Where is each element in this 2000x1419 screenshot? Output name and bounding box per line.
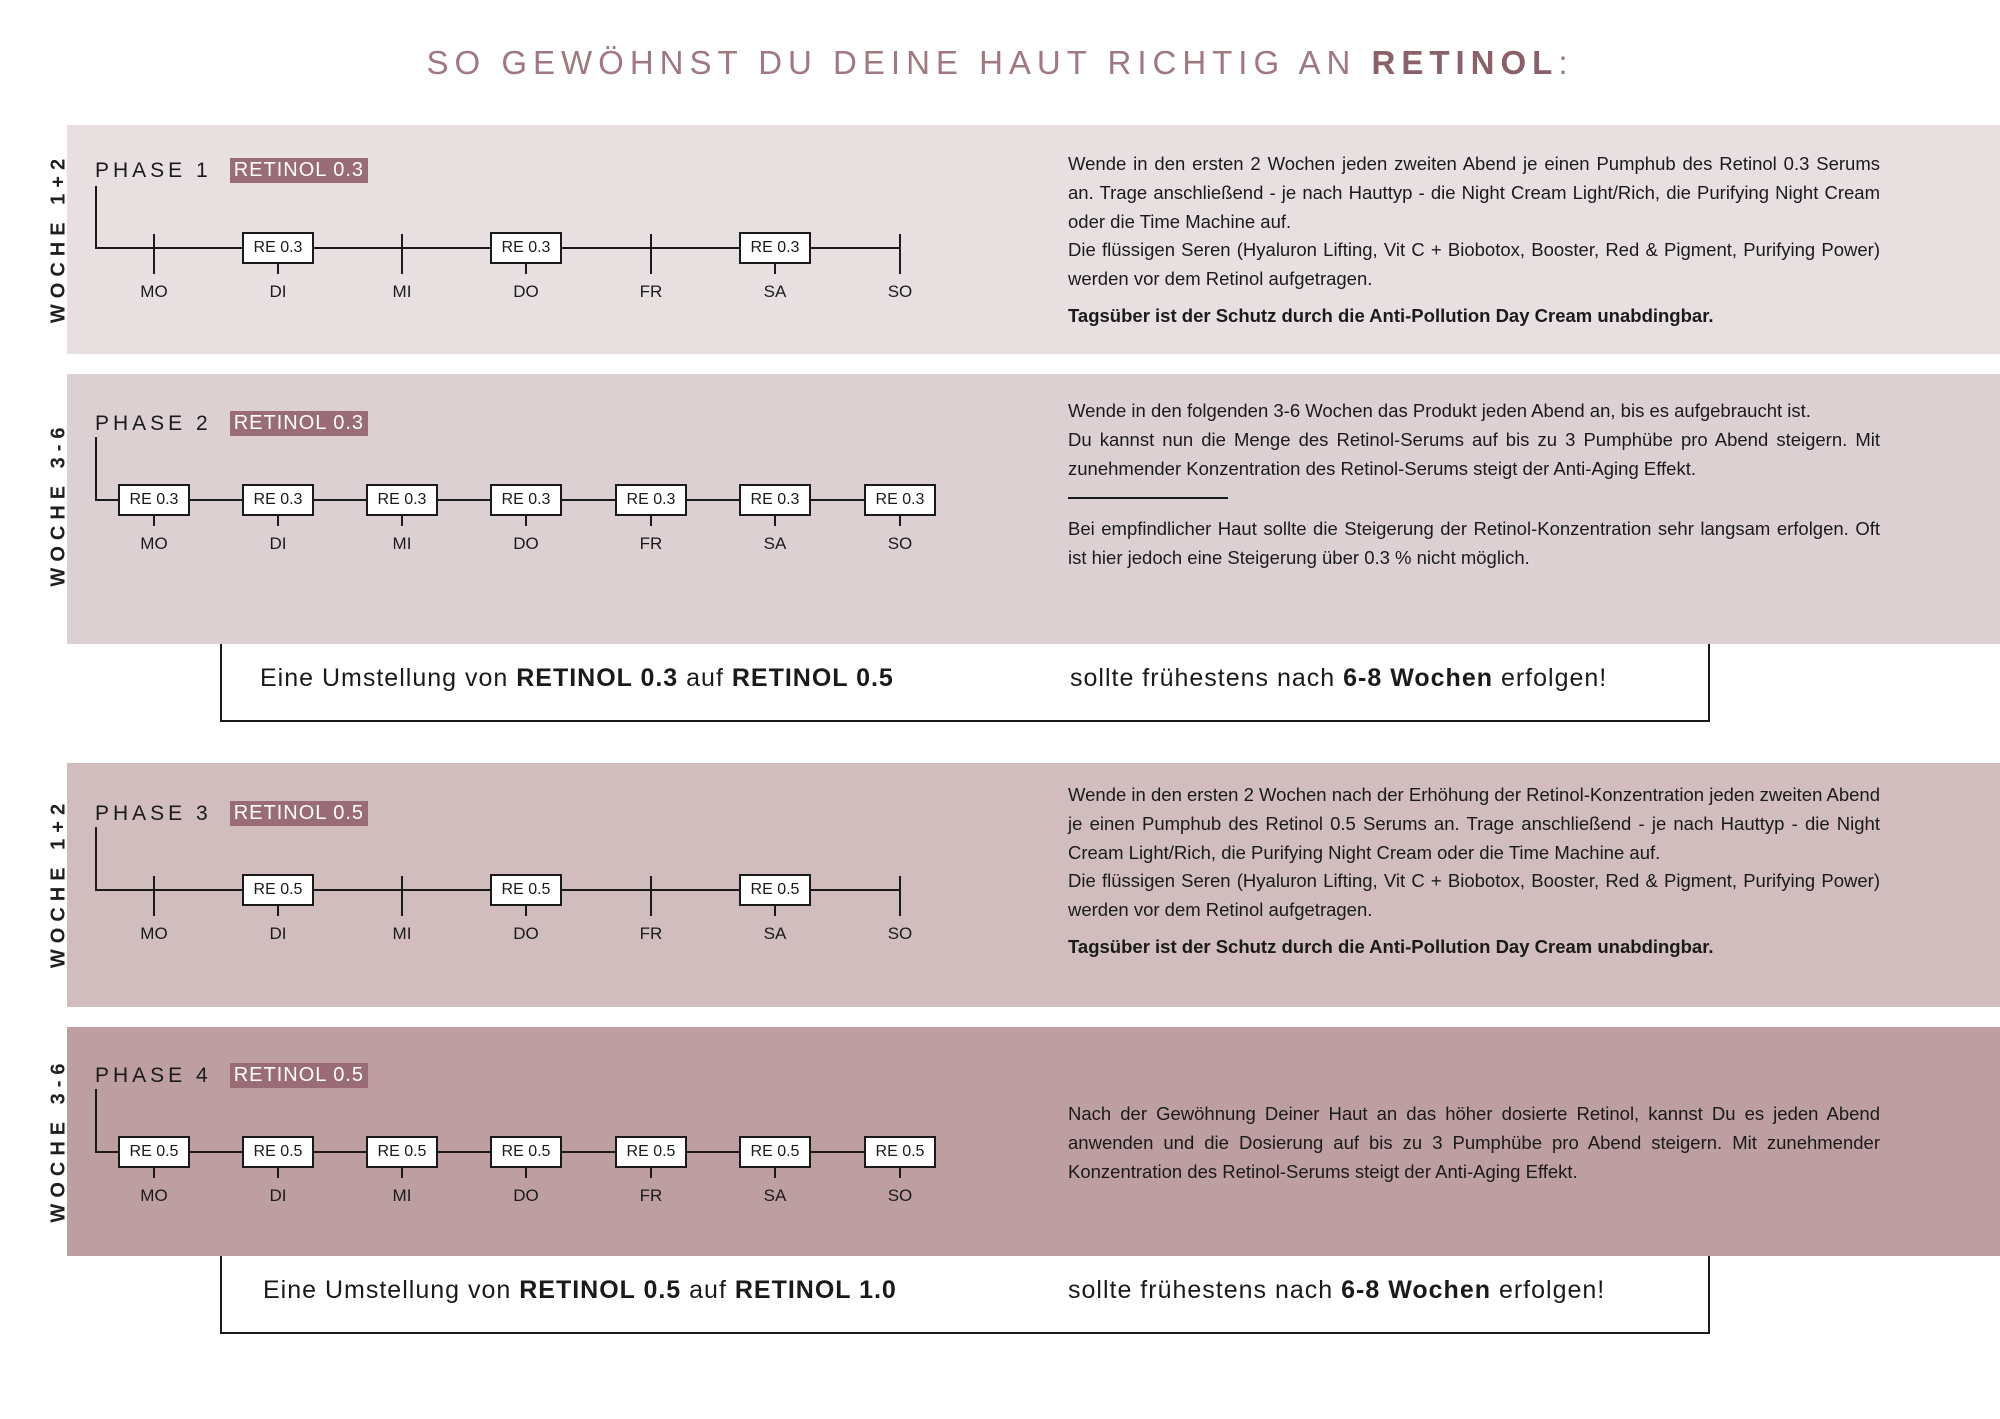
timeline-tick [525, 516, 527, 526]
timeline-axis [95, 186, 97, 249]
timeline-tick [153, 876, 155, 916]
phase-heading: PHASE 3 RETINOL 0.5 [95, 801, 368, 826]
timeline-tick [899, 234, 901, 274]
retinol-dose-box: RE 0.3 [118, 484, 190, 516]
retinol-dose-box: RE 0.3 [615, 484, 687, 516]
retinol-dose-box: RE 0.5 [118, 1136, 190, 1168]
retinol-dose-box: RE 0.5 [615, 1136, 687, 1168]
timeline-tick [774, 906, 776, 916]
phase-1-description: Wende in den ersten 2 Wochen jeden zweiten Abend je einen Pumphub des Retinol 0.3 Serums an. Trage anschließend - je nach Hauttyp - die Night Cream Light/Rich, die Purifying Night Cream oder die Time Machine auf. Die flüssigen Seren (Hyaluron Lifting, Vit C + Biobotox, Booster, Red & Pigment, Purifying Power) werden vor dem Retinol aufgetragen. Tagsüber ist der Schutz durch die Anti-Pollution Day Cream unabdingbar. [1068, 153, 1880, 326]
retinol-dose-box: RE 0.3 [366, 484, 438, 516]
timeline-tick [525, 264, 527, 274]
retinol-dose-box: RE 0.3 [739, 484, 811, 516]
timeline-tick [774, 516, 776, 526]
day-label: SO [887, 1186, 913, 1205]
day-label: DI [269, 924, 287, 943]
timeline-axis [95, 827, 97, 891]
transition-notice: Eine Umstellung von RETINOL 0.3 auf RETINOL 0.5 sollte frühestens nach 6-8 Wochen erfolgen! [220, 644, 1710, 722]
timeline-tick [401, 516, 403, 526]
day-label: SA [763, 924, 787, 943]
retinol-dose-box: RE 0.3 [864, 484, 936, 516]
day-label: DO [513, 1186, 539, 1205]
timeline-tick [650, 1168, 652, 1178]
phase-heading: PHASE 4 RETINOL 0.5 [95, 1063, 368, 1088]
day-label: DI [269, 282, 287, 301]
day-label: MO [140, 1186, 168, 1205]
timeline-tick [899, 516, 901, 526]
timeline-tick [774, 1168, 776, 1178]
timeline-tick [401, 1168, 403, 1178]
day-label: MI [392, 282, 412, 301]
retinol-dose-box: RE 0.5 [490, 1136, 562, 1168]
retinol-dose-box: RE 0.3 [242, 232, 314, 264]
timeline-tick [650, 234, 652, 274]
day-label: SA [763, 534, 787, 553]
day-label: MO [140, 282, 168, 301]
day-label: SA [763, 282, 787, 301]
retinol-dose-box: RE 0.5 [739, 874, 811, 906]
day-label: MI [392, 534, 412, 553]
day-label: FR [639, 534, 663, 553]
retinol-dose-box: RE 0.5 [864, 1136, 936, 1168]
timeline-axis [95, 437, 97, 501]
timeline-tick [899, 1168, 901, 1178]
retinol-tag: RETINOL 0.5 [230, 1063, 368, 1088]
page-title: SO GEWÖHNST DU DEINE HAUT RICHTIG AN RETINOL: [426, 44, 1574, 81]
retinol-dose-box: RE 0.5 [242, 1136, 314, 1168]
phase-4-description: Nach der Gewöhnung Deiner Haut an das höher dosierte Retinol, kannst Du es jeden Abend anwenden und die Dosierung auf bis zu 3 Pumphübe pro Abend steigern. Mit zunehmender Konzentration des Retinol-Serums steigt der Anti-Aging Effekt. [1068, 1103, 1880, 1182]
day-label: MI [392, 1186, 412, 1205]
divider [1068, 497, 1228, 499]
day-label: MO [140, 534, 168, 553]
retinol-dose-box: RE 0.5 [739, 1136, 811, 1168]
timeline-tick [525, 906, 527, 916]
timeline-tick [650, 876, 652, 916]
day-label: SA [763, 1186, 787, 1205]
timeline-tick [650, 516, 652, 526]
day-label: DO [513, 282, 539, 301]
timeline-tick [277, 906, 279, 916]
timeline-tick [525, 1168, 527, 1178]
timeline-tick [774, 264, 776, 274]
phase-2-description: Wende in den folgenden 3-6 Wochen das Produkt jeden Abend an, bis es aufgebraucht ist. Du kannst nun die Menge des Retinol-Serums auf bis zu 3 Pumphübe pro Abend steigern. Mit zunehmender Konzentration des Retinol-Serums steigt der Anti-Aging Effekt. Bei empfindlicher Haut sollte die Steigerung der Retinol-Konzentration sehr langsam erfolgen. Oft ist hier jedoch eine Steigerung über 0.3 % nicht möglich. [1068, 400, 1880, 569]
phase-heading: PHASE 1 RETINOL 0.3 [95, 158, 368, 183]
timeline-tick [401, 876, 403, 916]
transition-notice: Eine Umstellung von RETINOL 0.5 auf RETINOL 1.0 sollte frühestens nach 6-8 Wochen erfolgen! [220, 1256, 1710, 1334]
retinol-tag: RETINOL 0.5 [230, 801, 368, 826]
day-label: DO [513, 534, 539, 553]
day-label: MO [140, 924, 168, 943]
retinol-dose-box: RE 0.3 [490, 484, 562, 516]
day-label: FR [639, 1186, 663, 1205]
day-label: SO [887, 924, 913, 943]
phase-heading: PHASE 2 RETINOL 0.3 [95, 411, 368, 436]
retinol-dose-box: RE 0.5 [366, 1136, 438, 1168]
day-label: MI [392, 924, 412, 943]
day-label: DI [269, 1186, 287, 1205]
timeline-tick [277, 516, 279, 526]
timeline-tick [277, 264, 279, 274]
timeline-tick [277, 1168, 279, 1178]
day-label: DO [513, 924, 539, 943]
timeline-tick [153, 1168, 155, 1178]
day-label: SO [887, 282, 913, 301]
day-label: FR [639, 282, 663, 301]
retinol-tag: RETINOL 0.3 [230, 158, 368, 183]
timeline-tick [899, 876, 901, 916]
day-label: DI [269, 534, 287, 553]
timeline-tick [153, 234, 155, 274]
phase-3-description: Wende in den ersten 2 Wochen nach der Erhöhung der Retinol-Konzentration jeden zweiten Abend je einen Pumphub des Retinol 0.5 Serums an. Trage anschließend - je nach Hauttyp - die Night Cream Light/Rich, die Purifying Night Cream oder die Time Machine auf. Die flüssigen Seren (Hyaluron Lifting, Vit C + Biobotox, Booster, Red & Pigment, Purifying Power) werden vor dem Retinol aufgetragen. Tagsüber ist der Schutz durch die Anti-Pollution Day Cream unabdingbar. [1068, 784, 1880, 957]
day-label: SO [887, 534, 913, 553]
day-label: FR [639, 924, 663, 943]
retinol-dose-box: RE 0.3 [739, 232, 811, 264]
retinol-dose-box: RE 0.3 [490, 232, 562, 264]
retinol-dose-box: RE 0.5 [490, 874, 562, 906]
retinol-tag: RETINOL 0.3 [230, 411, 368, 436]
timeline-axis [95, 1089, 97, 1153]
retinol-dose-box: RE 0.5 [242, 874, 314, 906]
timeline-tick [153, 516, 155, 526]
retinol-dose-box: RE 0.3 [242, 484, 314, 516]
timeline-tick [401, 234, 403, 274]
